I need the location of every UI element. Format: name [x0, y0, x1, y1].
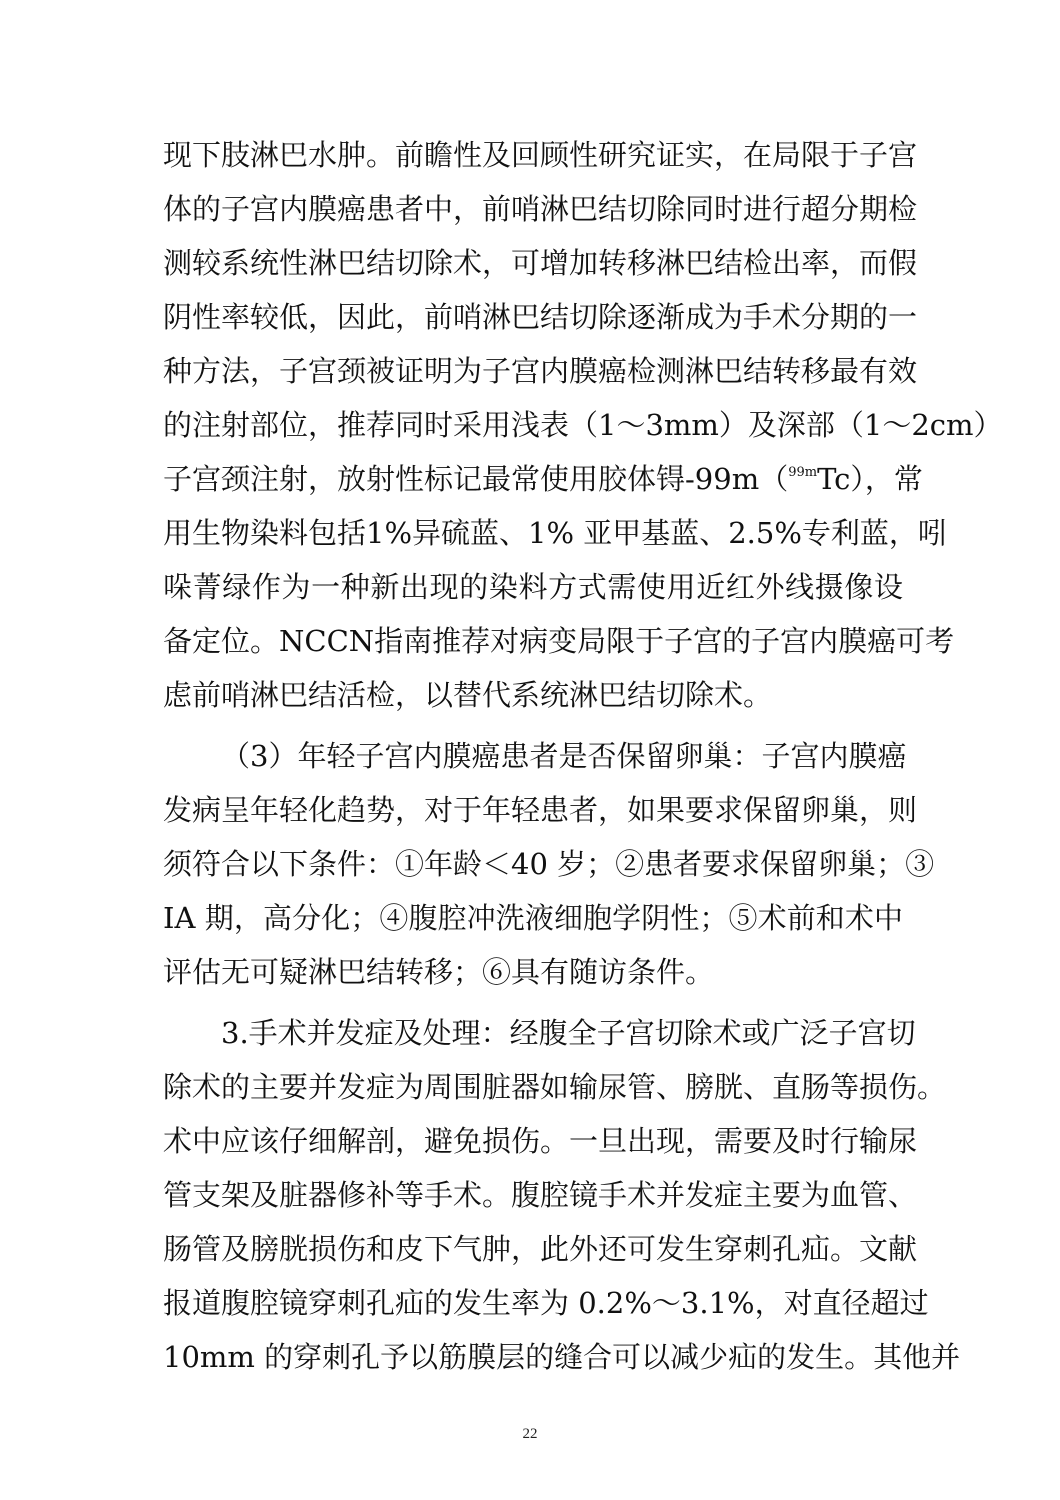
text-line: 评估无可疑淋巴结转移；⑥具有随访条件。 [163, 955, 715, 989]
text-line: 现下肢淋巴水肿。前瞻性及回顾性研究证实，在局限于子宫 [163, 138, 918, 172]
text-line: 阴性率较低，因此，前哨淋巴结切除逐渐成为手术分期的一 [163, 300, 918, 334]
text-line: 管支架及脏器修补等手术。腹腔镜手术并发症主要为血管、 [163, 1178, 918, 1212]
text-segment: Tc），常 [817, 462, 923, 496]
text-line: 10mm 的穿刺孔予以筋膜层的缝合可以减少疝的发生。其他并 [163, 1340, 961, 1374]
paragraph-gap [163, 999, 903, 1006]
text-line: 须符合以下条件：①年龄＜40 岁；②患者要求保留卵巢；③ [163, 847, 935, 881]
text-line: 3.手术并发症及处理：经腹全子宫切除术或广泛子宫切 [221, 1016, 916, 1050]
text-line: 肠管及膀胱损伤和皮下气肿，此外还可发生穿刺孔疝。文献 [163, 1232, 918, 1266]
paragraph-2 [163, 729, 935, 999]
paragraph-1 [163, 128, 1003, 722]
text-line: 备定位。NCCN指南推荐对病变局限于子宫的子宫内膜癌可考 [163, 624, 955, 658]
text-line: 测较系统性淋巴结切除术，可增加转移淋巴结检出率，而假 [163, 246, 918, 280]
text-line-with-superscript [163, 452, 923, 506]
body-text [163, 128, 1003, 1384]
text-line: 的注射部位，推荐同时采用浅表（1～3mm）及深部（1～2cm） [163, 408, 1003, 442]
isotope-superscript: 99m [788, 465, 818, 480]
text-line: 哚菁绿作为一种新出现的染料方式需使用近红外线摄像设 [163, 570, 903, 604]
text-line: 种方法，子宫颈被证明为子宫内膜癌检测淋巴结转移最有效 [163, 354, 918, 388]
paragraph-gap [163, 722, 903, 729]
page-number: 22 [522, 1426, 538, 1442]
text-line: 虑前哨淋巴结活检，以替代系统淋巴结切除术。 [163, 678, 773, 712]
text-line: 除术的主要并发症为周围脏器如输尿管、膀胱、直肠等损伤。 [163, 1070, 947, 1104]
text-segment: 子宫颈注射，放射性标记最常使用胶体锝-99m（ [163, 462, 789, 496]
text-line: 术中应该仔细解剖，避免损伤。一旦出现，需要及时行输尿 [163, 1124, 918, 1158]
text-line: 体的子宫内膜癌患者中，前哨淋巴结切除同时进行超分期检 [163, 192, 918, 226]
text-line: （3）年轻子宫内膜癌患者是否保留卵巢：子宫内膜癌 [221, 739, 907, 773]
text-line: ⅠA 期，高分化；④腹腔冲洗液细胞学阴性；⑤术前和术中 [163, 901, 903, 935]
paragraph-3 [163, 1006, 961, 1384]
text-line: 用生物染料包括1%异硫蓝、1% 亚甲基蓝、2.5%专利蓝，吲 [163, 516, 947, 550]
text-line: 报道腹腔镜穿刺孔疝的发生率为 0.2%～3.1%，对直径超过 [163, 1286, 929, 1320]
text-line: 发病呈年轻化趋势，对于年轻患者，如果要求保留卵巢，则 [163, 793, 918, 827]
